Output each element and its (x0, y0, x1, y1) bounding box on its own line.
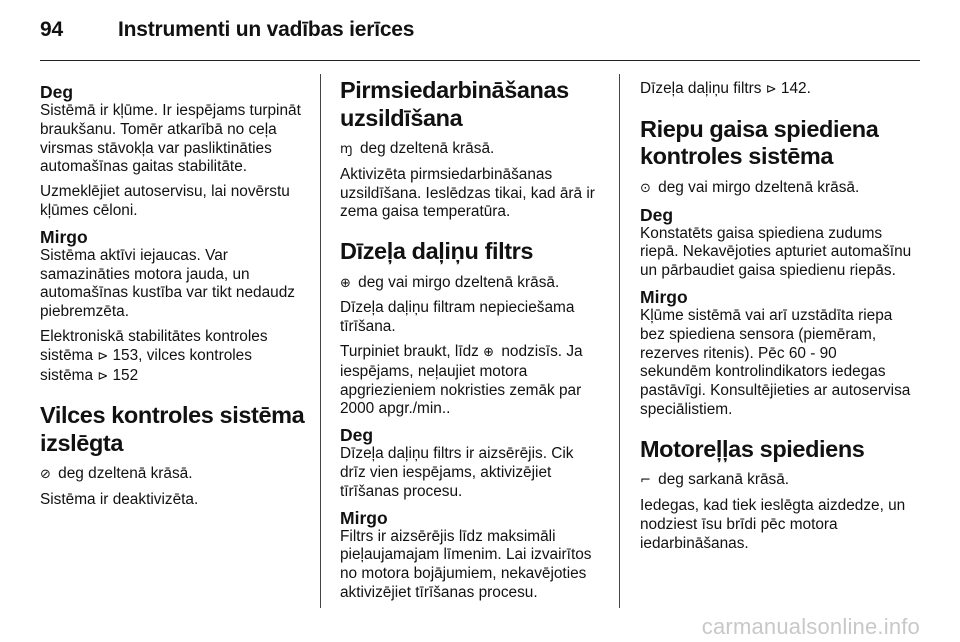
column-2 (340, 74, 602, 609)
traction-off-line-2: Sistēma ir deaktivizēta. (40, 491, 199, 509)
column-3 (640, 74, 912, 559)
oil-pressure-line-2: Iedegas, kad tiek ieslēgta aizdedze, un nodziest īsu brīdi pēc motora iedarbināšanas. (640, 497, 906, 552)
particle-filter-line-1: ⊕ deg vai mirgo dzeltenā krāsā. (340, 274, 602, 294)
particle-filter-icon: ⊕ (483, 345, 495, 361)
section-title-preheating: Pirmsiedarbināšanas uzsildīšana (340, 77, 569, 131)
section-title-tire-pressure: Riepu gaisa spiediena kontroles sistēma (640, 115, 879, 170)
preheating-line-2: Aktivizēta pirmsiedarbināšanas uzsildīšana. Ieslēdzas tikai, kad ārā ir zema gaisa temperatūra. (340, 165, 595, 221)
mirgo-text: Filtrs ir aizsērējis līdz maksimāli pieļaujamajam līmenim. Lai izvairītos no motora bojājumiem, nekavējoties aktivizējiet tīrīšanas procesu. (340, 527, 592, 602)
tire-pressure-icon: ⊙ (640, 180, 651, 196)
traction-off-line-1: ⊘ deg dzeltenā krāsā. (40, 465, 306, 485)
particle-filter-reference: Dīzeļa daļiņu filtrs ⊳ 142. (640, 80, 811, 97)
particle-filter-line-2: Dīzeļa daļiņu filtram nepieciešama tīrīšana. (340, 299, 575, 336)
deg-text: Sistēmā ir kļūme. Ir iespējams turpināt braukšanu. Tomēr atkarībā no ceļa virsmas stāvokļa var pasliktināties automašīnas gaitas stabilitāte. (40, 102, 301, 176)
deg-text: Dīzeļa daļiņu filtrs ir aizsērējis. Cik drīz vien iespējams, aktivizējiet tīrīšanas procesu. (340, 445, 574, 500)
mirgo-heading: Mirgo (40, 226, 88, 247)
tire-pressure-line-1: ⊙ deg vai mirgo dzeltenā krāsā. (640, 179, 912, 199)
section-title-particle-filter: Dīzeļa daļiņu filtrs (340, 238, 534, 265)
oil-pressure-icon: ⌐ (640, 473, 651, 489)
deg-text: Konstatēts gaisa spiediena zudums riepā. Nekavējoties apturiet automašīnu un pārbaudiet gaisa spiedienu riepās. (640, 224, 912, 280)
section-title-traction-off: Vilces kontroles sistēma izslēgta (40, 402, 305, 456)
mirgo-text: Kļūme sistēmā vai arī uzstādīta riepa bez spiediena sensora (piemēram, rezerves ritenis). Pēc 60 - 90 sekundēm kontrolindikators iedegas pastāvīgi. Konsultējieties ar autoservisa speciālistiem. (640, 306, 911, 418)
column-divider-2 (619, 74, 620, 608)
deg-heading: Deg (40, 82, 74, 102)
mirgo-heading: Mirgo (340, 507, 388, 528)
deg-heading: Deg (640, 204, 674, 225)
mirgo-heading: Mirgo (640, 286, 688, 307)
traction-control-off-icon: ⊘ (40, 467, 51, 483)
page-header (40, 18, 920, 42)
header-rule (40, 60, 920, 61)
column-divider-1 (320, 74, 321, 608)
section-title-oil-pressure: Motoreļļas spiediens (640, 435, 865, 462)
page-title: Instrumenti un vadības ierīces (118, 18, 415, 41)
page-number: 94 (40, 18, 63, 41)
glow-plug-icon: ɱ (340, 142, 353, 157)
deg-text-2: Uzmeklējiet autoservisu, lai novērstu kļūmes cēloni. (40, 183, 290, 219)
reference-arrow-icon: ⊳ (97, 368, 109, 384)
oil-pressure-line-1: ⌐ deg sarkanā krāsā. (640, 471, 912, 491)
deg-heading: Deg (340, 425, 374, 446)
preheating-line-1: ɱ deg dzeltenā krāsā. (340, 140, 602, 160)
mirgo-text-2: Elektroniskā stabilitātes kontroles sistēma ⊳ 153, vilces kontroles sistēma ⊳ 152 (40, 327, 268, 384)
watermark: carmanualsonline.info (701, 614, 920, 639)
particle-filter-icon: ⊕ (340, 275, 351, 291)
reference-arrow-icon: ⊳ (97, 348, 109, 364)
reference-arrow-icon: ⊳ (765, 82, 777, 97)
mirgo-text: Sistēma aktīvi iejaucas. Var samazināties motora jauda, un automašīnas kustība var tikt nedaudz piebremzēta. (40, 246, 295, 321)
column-1 (40, 74, 306, 516)
particle-filter-line-3: Turpiniet braukt, līdz ⊕ nodzisīs. Ja iespējams, neļaujiet motora apgriezieniem nokristies zemāk par 2000 apgr./min.. (340, 343, 583, 418)
